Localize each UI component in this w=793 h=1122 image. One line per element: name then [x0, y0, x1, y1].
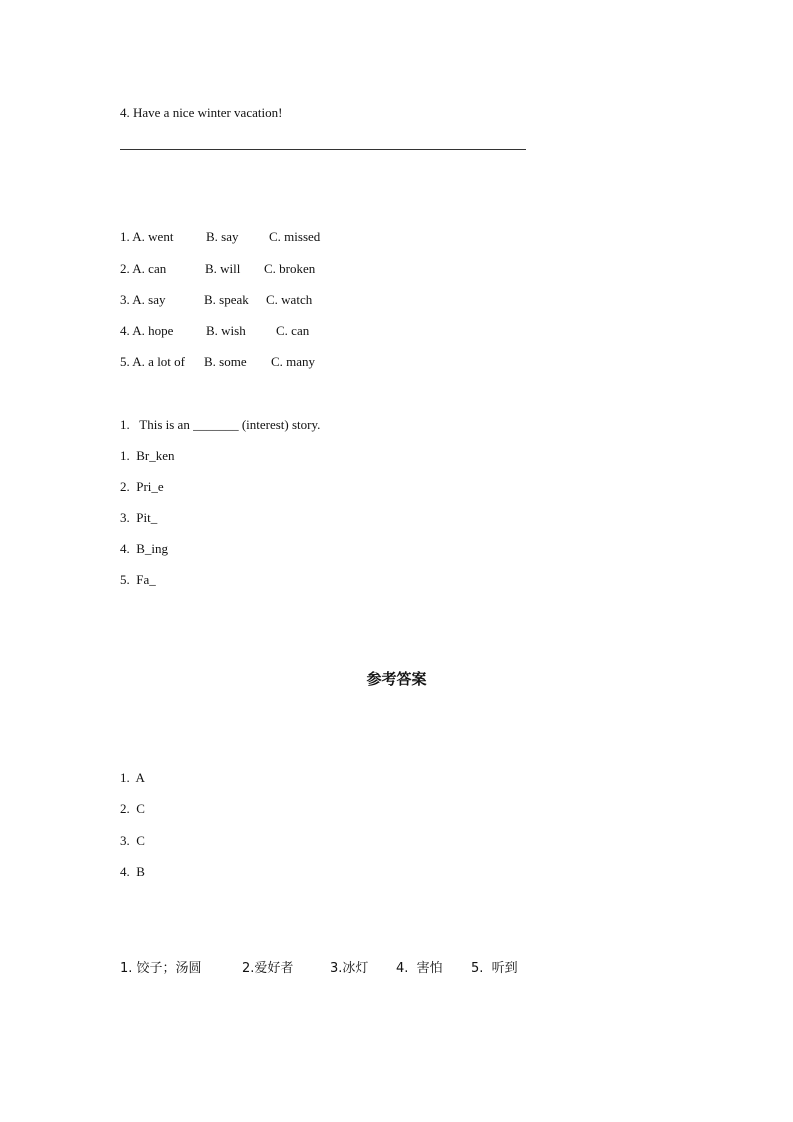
answer-line	[120, 149, 526, 150]
answers-title: 参考答案	[366, 670, 427, 688]
choice-a: 3. A. say	[120, 292, 166, 307]
choice-c: C. watch	[266, 292, 313, 307]
chinese-answer-2: 2.爱好者	[242, 961, 294, 976]
choice-a: 5. A. a lot of	[120, 354, 185, 369]
fill-word-4: 4. B_ing	[120, 541, 169, 556]
fill-word-2: 2. Pri_e	[120, 479, 164, 494]
choice-c: C. missed	[269, 229, 321, 244]
choice-a: 1. A. went	[120, 229, 174, 244]
choice-b: B. wish	[206, 323, 246, 338]
fill-word-3: 3. Pit_	[120, 510, 158, 525]
choice-a: 2. A. can	[120, 261, 167, 276]
answer-1: 1. A	[120, 770, 145, 785]
choice-b: B. say	[206, 229, 239, 244]
choice-b: B. speak	[204, 292, 249, 307]
choice-b: B. will	[205, 261, 241, 276]
answer-4: 4. B	[120, 864, 145, 879]
choice-b: B. some	[204, 354, 247, 369]
chinese-answer-1: 1. 饺子；汤圆	[120, 961, 202, 976]
chinese-answer-3: 3.冰灯	[330, 961, 369, 976]
answer-3: 3. C	[120, 833, 145, 848]
item-4: 4. Have a nice winter vacation!	[120, 105, 283, 120]
choice-c: C. can	[276, 323, 310, 338]
choice-a: 4. A. hope	[120, 323, 174, 338]
chinese-answer-4: 4. 害怕	[396, 961, 443, 976]
choice-c: C. many	[271, 354, 316, 369]
fill-word-1: 1. Br_ken	[120, 448, 175, 463]
answer-2: 2. C	[120, 801, 145, 816]
chinese-answer-5: 5. 听到	[471, 961, 518, 976]
fill-sentence: 1. This is an _______ (interest) story.	[120, 417, 321, 432]
fill-word-5: 5. Fa_	[120, 572, 156, 587]
choice-c: C. broken	[264, 261, 316, 276]
